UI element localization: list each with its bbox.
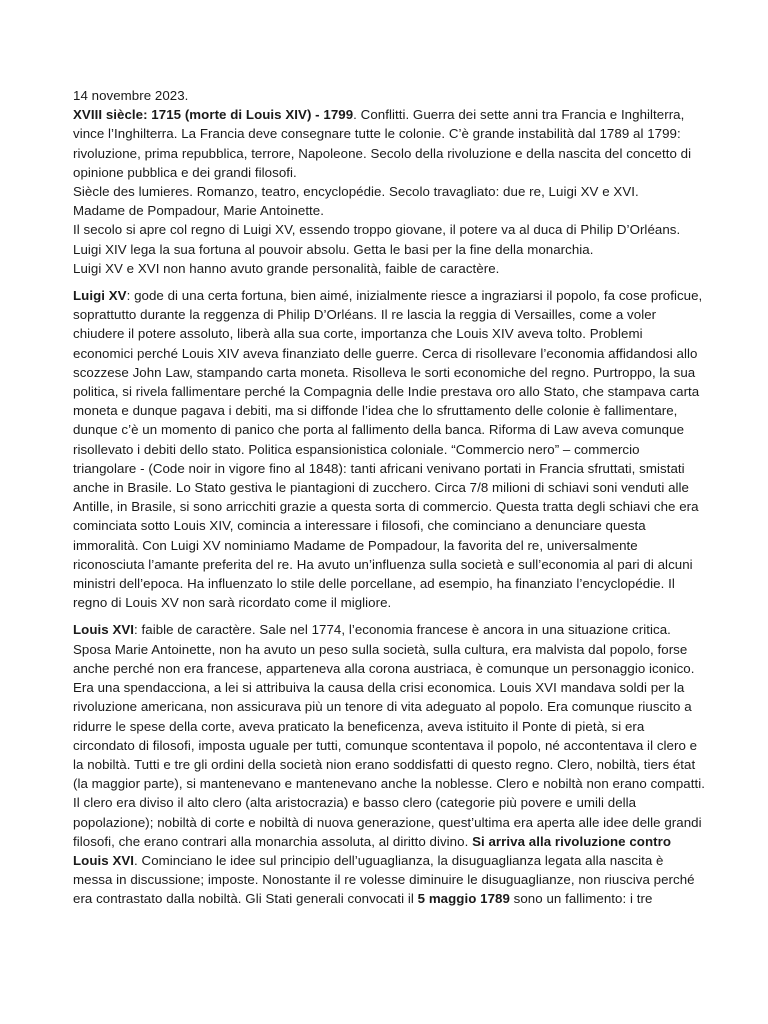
century-heading: XVIII siècle: 1715 (morte di Louis XIV) - 1799	[73, 107, 354, 123]
intro-line-lumieres: Siècle des lumieres. Romanzo, teatro, encyclopédie. Secolo travagliato: due re, Luigi XV e XVI.	[73, 184, 639, 200]
intro-paragraph	[73, 86, 705, 278]
document-page	[73, 86, 705, 917]
intro-line-pompadour: Madame de Pompadour, Marie Antoinette.	[73, 203, 324, 219]
document-date: 14 novembre 2023.	[73, 88, 189, 103]
intro-line-regency: Il secolo si apre col regno di Luigi XV, essendo troppo giovane, il potere va al duca di Philip D’Orléans. Luigi XIV lega la sua fortuna al pouvoir absolu. Getta le basi per la fine della monarchia.	[73, 222, 681, 257]
intro-line-character: Luigi XV e XVI non hanno avuto grande personalità, faible de caractère.	[73, 260, 500, 276]
luigi-xv-paragraph	[73, 286, 705, 612]
louis-xvi-text-continued: . Cominciano le idee sul principio dell’uguaglianza, la disuguaglianza legata alla nascita è messa in discussione; imposte. Nonostante il re volesse diminuire le disuguaglianze, non riusciva perché era contrastato dalla nobiltà. Gli Stati generali convocati il	[73, 852, 695, 907]
estates-general-date: 5 maggio 1789	[417, 891, 510, 907]
luigi-xv-label: Luigi XV	[73, 288, 127, 304]
louis-xvi-text-end: sono un fallimento: i tre	[509, 891, 653, 907]
louis-xvi-label: Louis XVI	[73, 622, 135, 638]
intro-text: . Conflitti. Guerra dei sette anni tra Francia e Inghilterra, vince l’Inghilterra. La Francia deve consegnare tutte le colonie. C’è grande instabilità dal 1789 al 1799: rivoluzione, prima repubblica, terrore, Napoleone. Secolo della rivoluzione e della nascita del concetto di opinione pubblica e dei grandi filosofi.	[73, 107, 692, 180]
luigi-xv-text: : gode di una certa fortuna, bien aimé, inizialmente riesce a ingraziarsi il popolo, fa cose proficue, soprattutto durante la reggenza di Philip D’Orléans. Il re lascia la reggia di Versailles, come a voler chiudere il potere assoluto, liberà alla sua corte, importanza che Louis XIV aveva tolto. Problemi economici perché Louis XIV aveva finanziato delle guerre. Cerca di risollevare l’economia affidandosi allo scozzese John Law, stampando carta moneta. Risolleva le sorti economiche del regno. Purtroppo, la sua politica, si rivela fallimentare perché la Compagnia delle Indie prestava oro allo Stato, che stampava carta moneta e dunque pagava i debiti, ma si diffonde l’idea che lo sfruttamento delle colonie è fallimentare, dunque c’è un momento di panico che porta al fallimento della banca. Riforma di Law aveva comunque risollevato i debiti dello stato. Politica espansionistica coloniale. “Commercio nero” – commercio triangolare - (Code noir in vigore fino al 1848): tanti africani venivano portati in Francia sfruttati, smistati anche in Brasile. Lo Stato gestiva le piantagioni di zucchero. Circa 7/8 milioni di schiavi soni venduti alle Antille, in Brasile, si sono arricchiti grazie a questa sorta di commercio. Questa tratta degli schiavi che era cominciata sotto Louis XIV, comincia a interessare i filosofi, che cominciano a denunciare questa immoralità. Con Luigi XV nominiamo Madame de Pompadour, la favorita del re, universalmente riconosciuta l’amante preferita del re. Ha avuto un’influenza sulla società e sull’economia al pari di alcuni ministri dell’epoca. Ha influenzato lo stile delle porcellane, ad esempio, ha finanziato l’encyclopédie. Il regno di Louis XV non sarà ricordato come il migliore.	[73, 288, 703, 611]
louis-xvi-text: : faible de caractère. Sale nel 1774, l’economia francese è ancora in una situazione critica. Sposa Marie Antoinette, non ha avuto un peso sulla società, sulla cultura, era malvista dal popolo, forse anche perché non era francese, apparteneva alla corona austriaca, è comunque un personaggio iconico. Era una spendacciona, a lei si attribuiva la causa della crisi economica. Louis XVI mandava soldi per la rivoluzione americana, non assicurava più un tenore di vita adeguato al popolo. Era comunque riuscito a ridurre le spese della corte, aveva praticato la beneficenza, aveva istituito il Ponte di pietà, si era circondato di filosofi, imposta uguale per tutti, comunque scontentava il popolo, né accontentava il clero e la nobiltà. Tutti e tre gli ordini della società nion erano soddisfatti di questo regno. Clero, nobiltà, tiers état (la maggior parte), si mantenevano e mantenevano anche la noblesse. Clero e nobiltà non erano compatti. Il clero era diviso il alto clero (alta aristocrazia) e basso clero (categorie più povere e umili della popolazione); nobiltà di corte e nobiltà di nuova generazione, quest’ultima era aperta alle idee delle grandi filosofi, che erano contrari alla monarchia assoluta, al diritto divino.	[73, 622, 705, 849]
louis-xvi-paragraph	[73, 620, 705, 908]
revolution-sentence: Si arriva alla rivoluzione contro Louis XVI	[73, 833, 672, 868]
